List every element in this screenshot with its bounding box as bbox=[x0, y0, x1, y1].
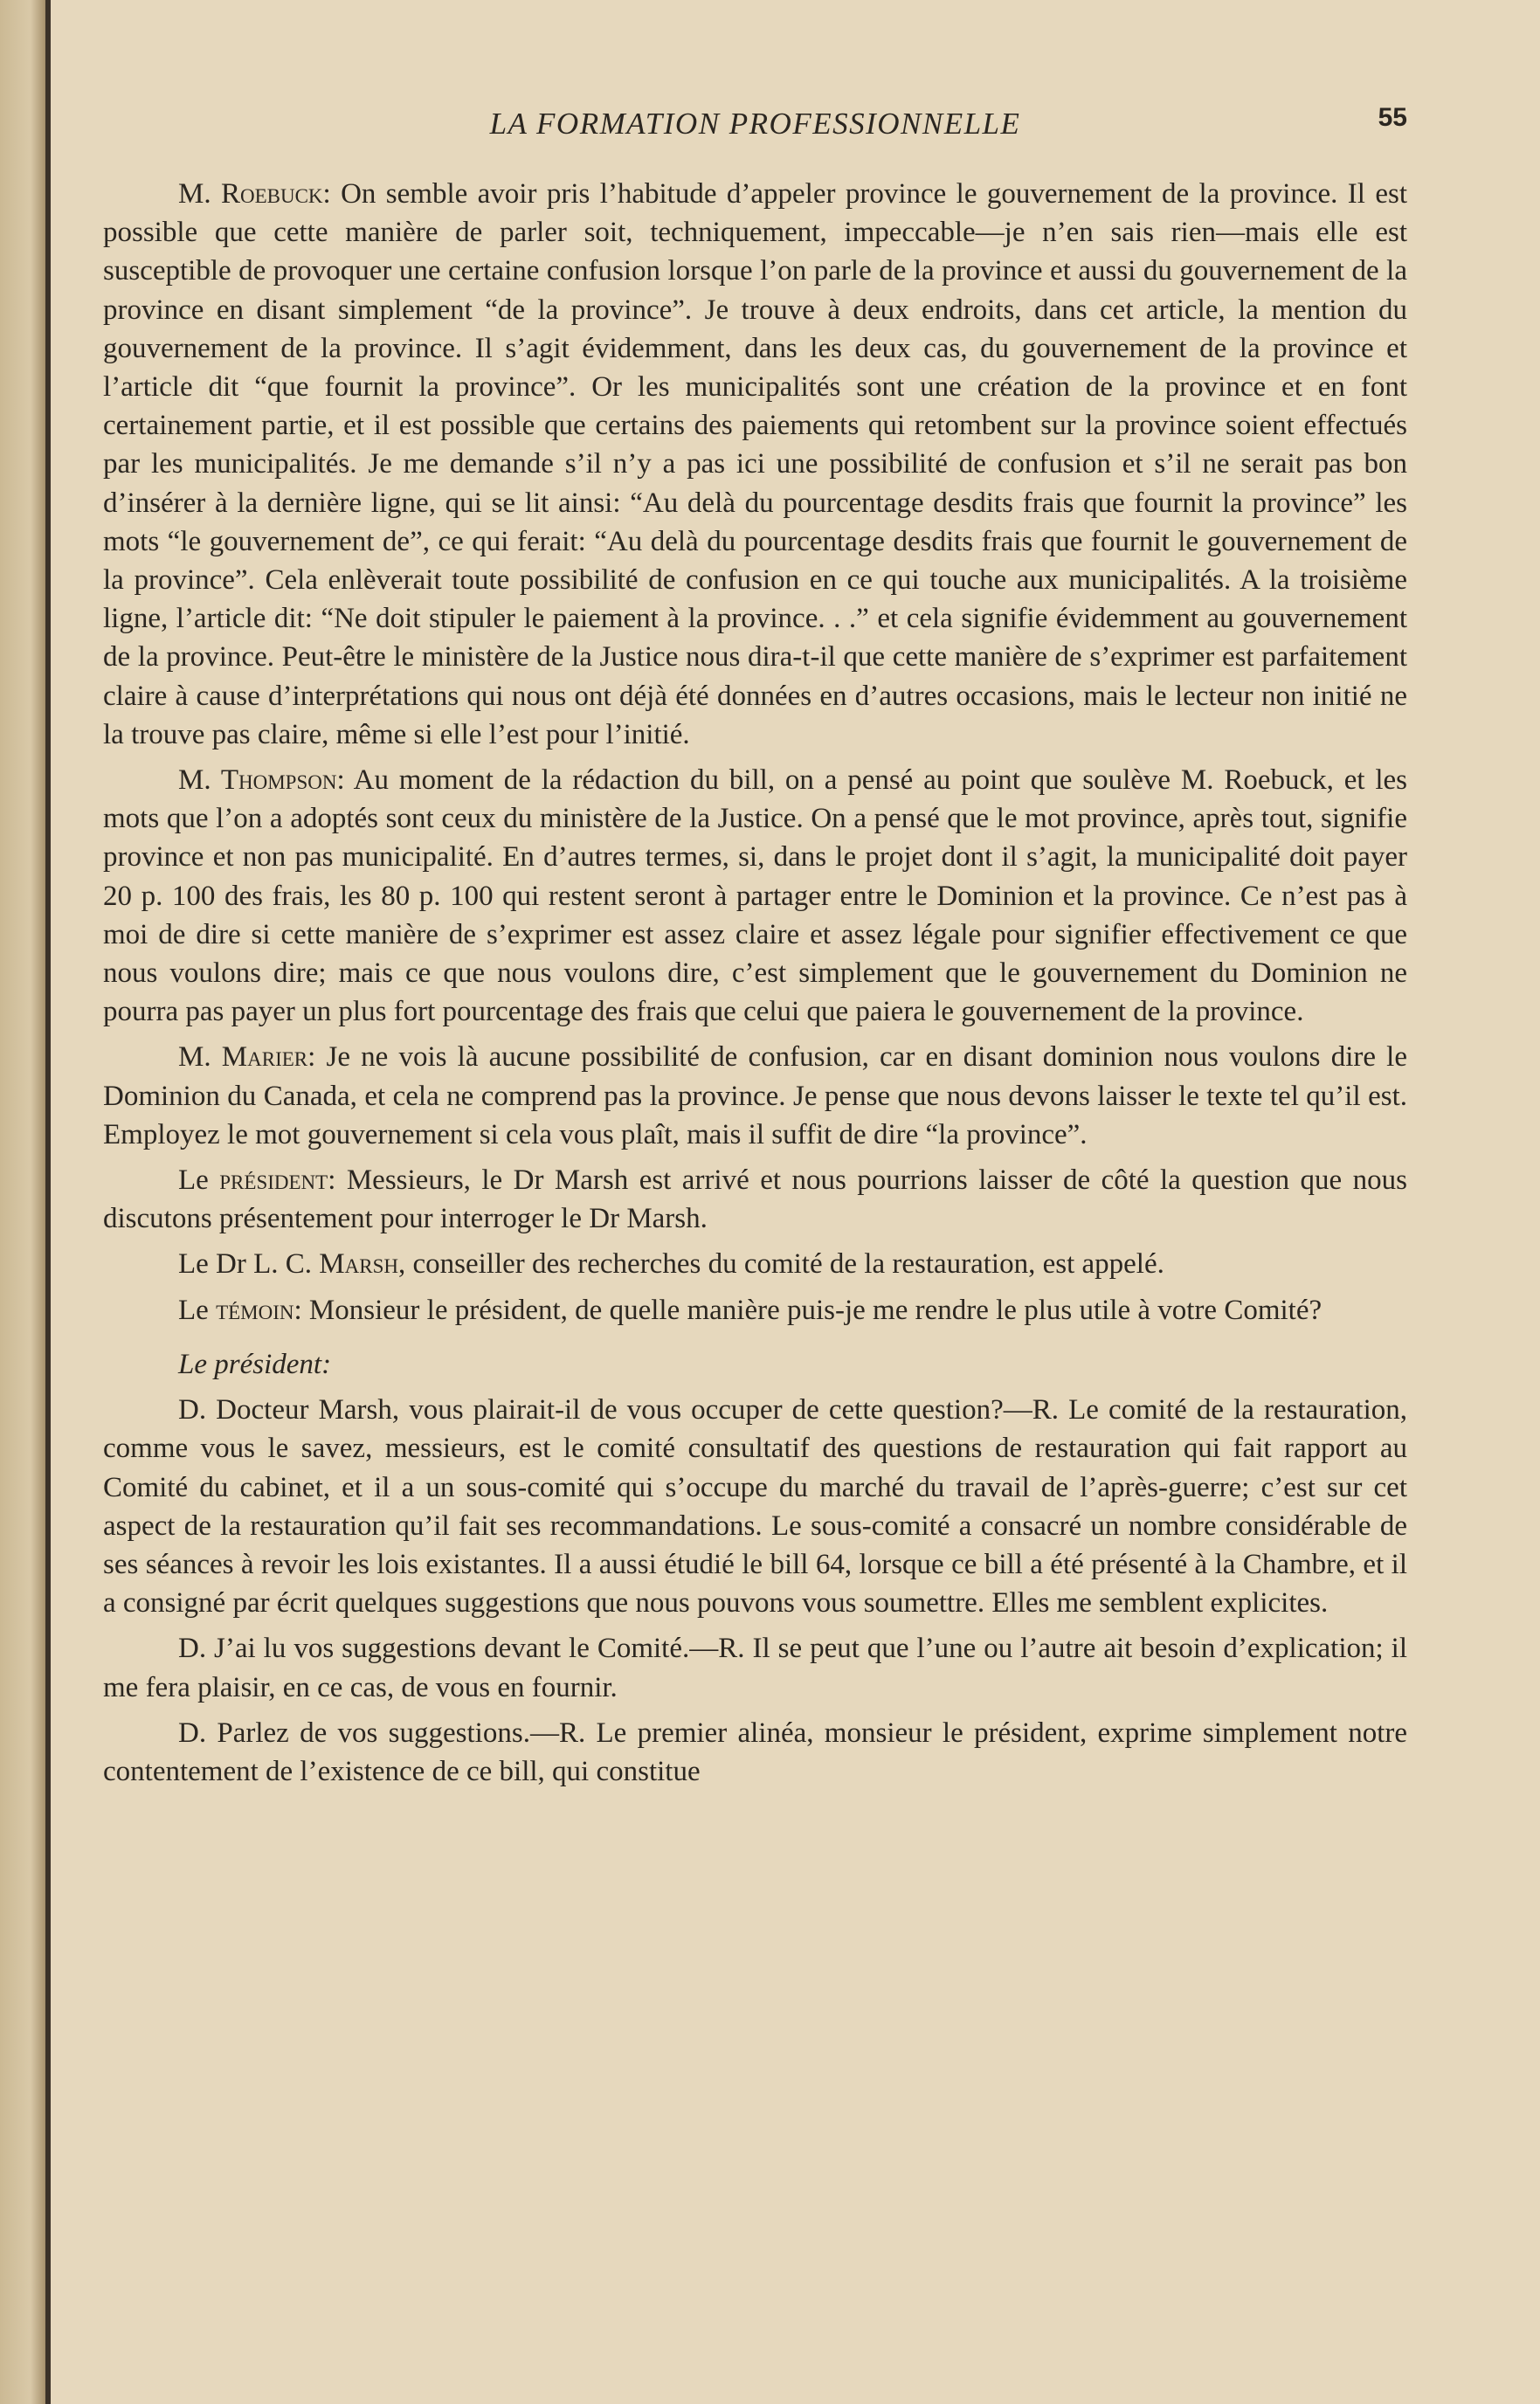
paragraph-witness bbox=[103, 1291, 1407, 1330]
gutter-shadow bbox=[45, 0, 51, 2404]
paragraph-text: : Messieurs, le Dr Marsh est arrivé et nous pourrions laisser de côté la question que nous discutons présentement pour interroger le Dr Marsh. bbox=[103, 1164, 1407, 1235]
paragraph-text: : Au moment de la rédaction du bill, on a pensé au point que soulève M. Roebuck, et les mots que l’on a adoptés sont ceux du ministère de la Justice. On a pensé que le mot province, après tout, signifie province et non pas municipalité. En d’autres termes, si, dans le projet dont il s’agit, la municipalité doit payer 20 p. 100 des frais, les 80 p. 100 qui restent seront à partager entre le Dominion et la province. Ce n’est pas à moi de dire si cette manière de s’exprimer est assez claire et assez légale pour signifier effectivement ce que nous voulons dire; mais ce que nous voulons dire, c’est simplement que le gouvernement du Dominion ne pourra pas payer un plus fort pourcentage des frais que celui que paiera le gouvernement de la province. bbox=[103, 764, 1408, 1028]
paragraph-roebuck bbox=[103, 175, 1407, 754]
speaker-name: témoin bbox=[216, 1294, 294, 1326]
paragraph-thompson bbox=[103, 761, 1407, 1031]
paragraph-text: : Monsieur le président, de quelle manière puis-je me rendre le plus utile à votre Comité? bbox=[293, 1294, 1322, 1326]
qa-item: D. Docteur Marsh, vous plairait-il de vous occuper de cette question?—R. Le comité de la restauration, comme vous le savez, messieurs, est le comité consultatif des questions de restauration qui fait rapport au Comité du cabinet, et il a un sous-comité qui s’occupe du marché du travail de l’après-guerre; c’est sur cet aspect de la restauration qu’il fait ses recommandations. Le sous-comité a consacré un nombre considérable de ses séances à revoir les lois existantes. Il a aussi étudié le bill 64, lorsque ce bill a été présenté à la Chambre, et il a consigné par écrit quelques suggestions que nous pouvons vous soumettre. Elles me semblent explicites. bbox=[103, 1394, 1407, 1620]
running-title: LA FORMATION PROFESSIONNELLE bbox=[489, 107, 1021, 141]
page-header bbox=[103, 103, 1407, 155]
subheading-president: Le président: bbox=[178, 1348, 332, 1380]
book-binding-edge bbox=[0, 0, 51, 2404]
speaker-prefix: Le Dr L. C. bbox=[178, 1248, 320, 1281]
qa-item: D. Parlez de vos suggestions.—R. Le premier alinéa, monsieur le président, exprime simplement notre contentement de l’existence de ce bill, qui constitue bbox=[103, 1717, 1407, 1787]
speaker-prefix: Le bbox=[178, 1294, 217, 1326]
page-number: 55 bbox=[1378, 103, 1407, 132]
paragraph-text: : On semble avoir pris l’habitude d’appeler province le gouvernement de la province. Il est possible que cette manière de parler soit, techniquement, impeccable—je n’en sais rien—mais elle est susceptible de provoquer une certaine confusion lorsque l’on parle de la province et aussi du gouvernement de la province en disant simplement “de la province”. Je trouve à deux endroits, dans cet article, la mention du gouvernement de la province. Il s’agit évidemment, dans les deux cas, du gouvernement de la province et l’article dit “que fournit la province”. Or les municipalités sont une création de la province et en font certainement partie, et il est possible que certains des paiements qui retombent sur la province soient effectués par les municipalités. Je me demande s’il n’y a pas ici une possibilité de confusion et s’il ne serait pas bon d’insérer à la dernière ligne, qui se lit ainsi: “Au delà du pourcentage desdits frais que fournit la province” les mots “le gouvernement de”, ce qui ferait: “Au delà du pourcentage desdits frais que fournit le gouvernement de la province”. Cela enlèverait toute possibilité de confusion en ce qui touche aux municipalités. A la troisième ligne, l’article dit: “Ne doit stipuler le paiement à la province. . .” et cela signifie évidemment au gouvernement de la province. Peut-être le ministère de la Justice nous dira-t-il que cette manière de s’exprimer est parfaitement claire à cause d’interprétations qui nous ont déjà été données en d’autres occasions, mais le lecteur non initié ne la trouve pas claire, même si elle l’est pour l’initié. bbox=[103, 178, 1407, 750]
paragraph-text: , conseiller des recherches du comité de la restauration, est appelé. bbox=[398, 1248, 1164, 1281]
paragraph-marsh-called bbox=[103, 1245, 1407, 1283]
speaker-name: M. Thompson bbox=[178, 764, 337, 797]
paragraph-president bbox=[103, 1161, 1407, 1238]
body-text bbox=[103, 175, 1407, 1798]
speaker-name: président bbox=[219, 1164, 328, 1197]
qa-item: D. J’ai lu vos suggestions devant le Comité.—R. Il se peut que l’une ou l’autre ait besoin d’explication; il me fera plaisir, en ce cas, de vous en fournir. bbox=[103, 1633, 1407, 1703]
speaker-name: M. Marier bbox=[178, 1041, 308, 1074]
paragraph-text: : Je ne vois là aucune possibilité de confusion, car en disant dominion nous voulons dire le Dominion du Canada, et cela ne comprend pas la province. Je pense que nous devons laisser le texte tel qu’il est. Employez le mot gouvernement si cela vous plaît, mais il suffit de dire “la province”. bbox=[103, 1041, 1408, 1150]
speaker-name: M. Roebuck bbox=[178, 178, 323, 210]
speaker-name: Marsh bbox=[319, 1248, 398, 1281]
paragraph-marier bbox=[103, 1038, 1407, 1154]
speaker-prefix: Le bbox=[178, 1164, 220, 1197]
